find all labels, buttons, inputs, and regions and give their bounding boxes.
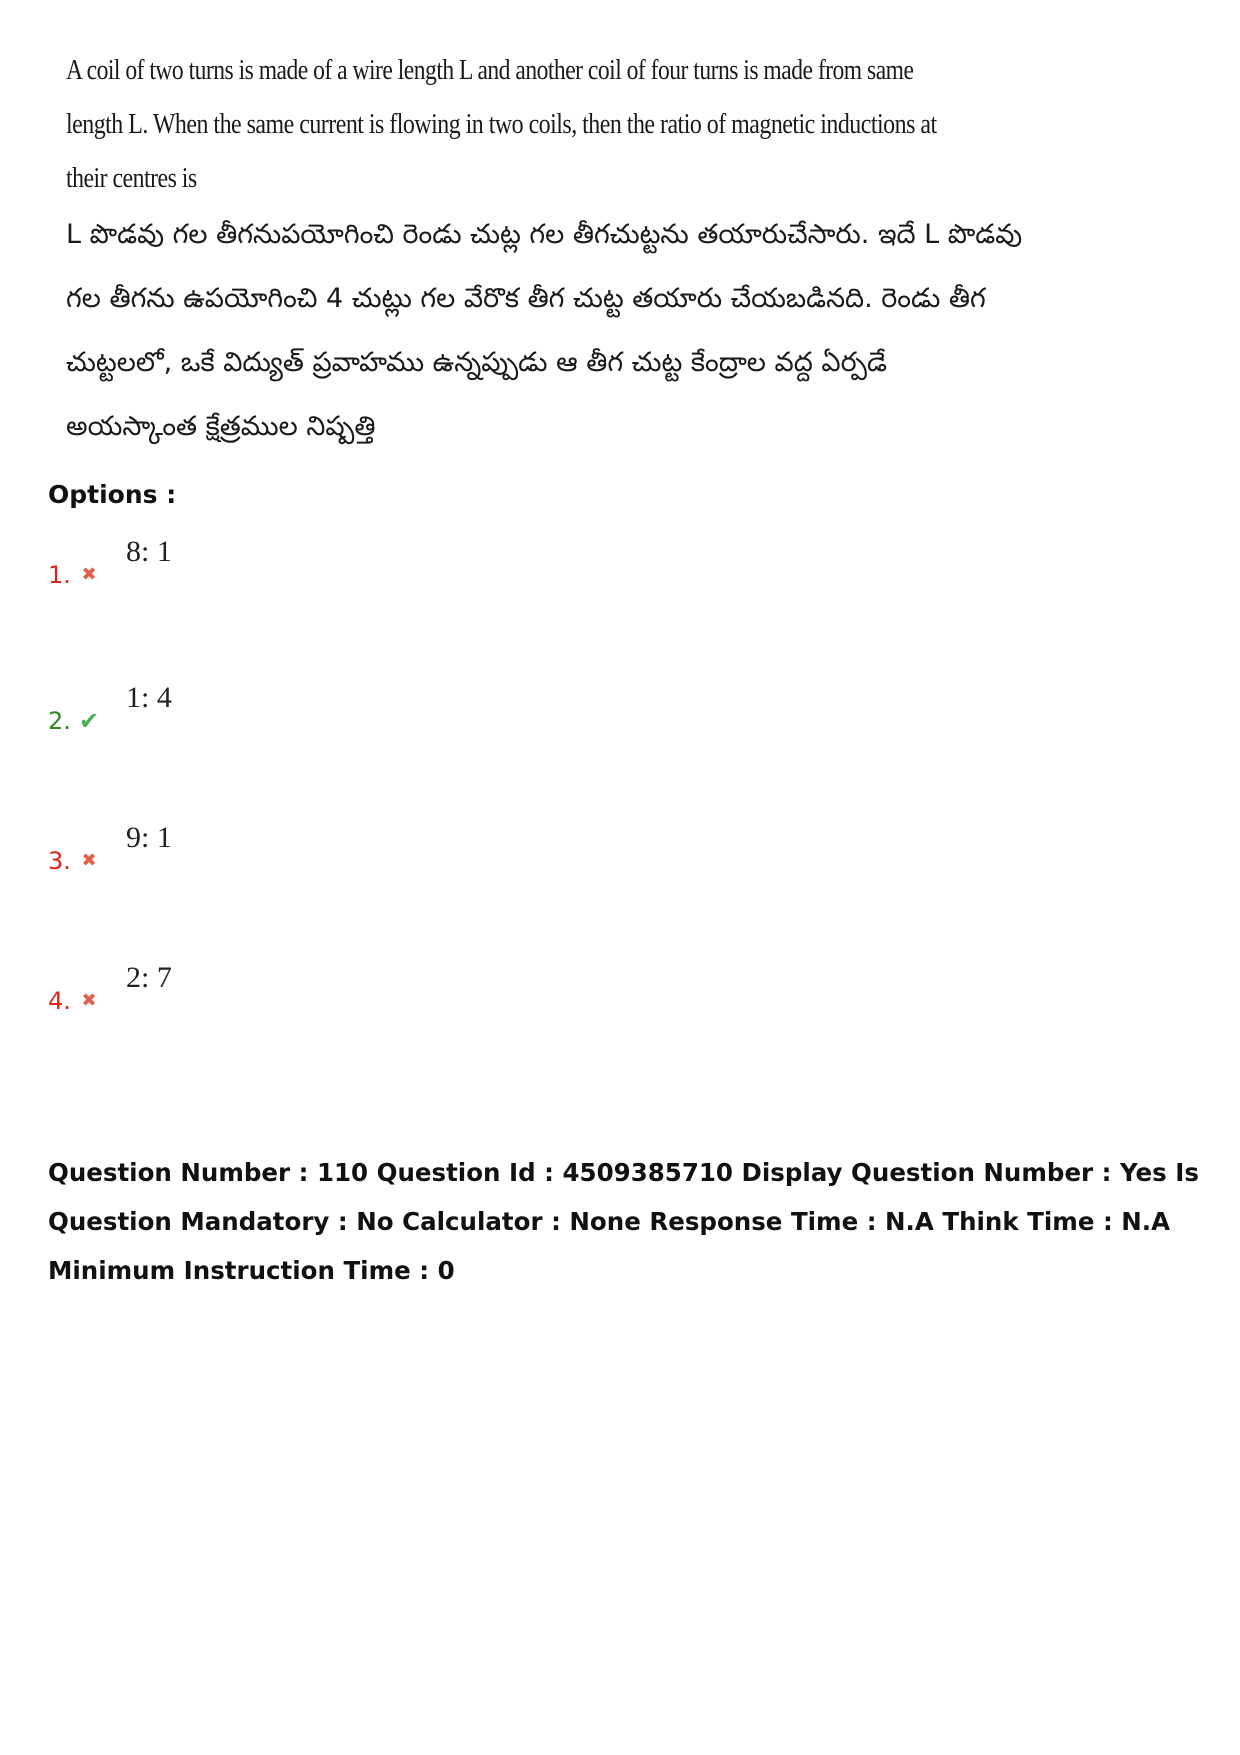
option-value: 2: 7 (126, 961, 172, 994)
question-text-telugu-line: గల తీగను ఉపయోగించి 4 చుట్లు గల వేరొక తీగ చుట్ట తయారు చేయబడినది. రెండు తీగ (66, 283, 986, 314)
option-3 (48, 820, 448, 880)
cross-icon: ✖ (81, 990, 97, 1011)
option-value: 9: 1 (126, 821, 172, 854)
option-number: 2. (48, 707, 71, 735)
options-label: Options : (48, 480, 177, 509)
option-1 (48, 534, 448, 594)
option-2 (48, 680, 448, 740)
question-text-telugu-line: చుట్టలలో, ఒకే విద్యుత్ ప్రవాహము ఉన్నప్పుడు ఆ తీగ చుట్ట కేంద్రాల వద్ద ఏర్పడే (66, 347, 887, 378)
question-text-telugu-line: అయస్కాంత క్షేత్రముల నిష్పత్తి (66, 411, 376, 442)
question-text-english-line: their centres is (66, 163, 197, 194)
cross-icon: ✖ (81, 850, 97, 871)
option-number: 3. (48, 847, 71, 875)
option-number: 1. (48, 561, 71, 589)
question-text-telugu-line: L పొడవు గల తీగనుపయోగించి రెండు చుట్ల గల తీగచుట్టను తయారుచేసారు. ఇదే L పొడవు (66, 219, 1023, 250)
option-value: 8: 1 (126, 535, 172, 568)
option-4 (48, 960, 448, 1020)
question-metadata: Question Number : 110 Question Id : 4509385710 Display Question Number : Yes Is Question Mandatory : No Calculator : None Response Time : N.A Think Time : N.A Minimum Instruction Time : 0 (48, 1158, 1199, 1285)
question-text-english-line: A coil of two turns is made of a wire length L and another coil of four turns is made from same (66, 55, 914, 86)
option-number: 4. (48, 987, 71, 1015)
question-image (62, 40, 1023, 460)
check-icon: ✔ (78, 707, 100, 735)
option-value: 1: 4 (126, 681, 172, 714)
cross-icon: ✖ (81, 564, 97, 585)
question-text-english-line: length L. When the same current is flowing in two coils, then the ratio of magnetic inductions at (66, 109, 937, 140)
